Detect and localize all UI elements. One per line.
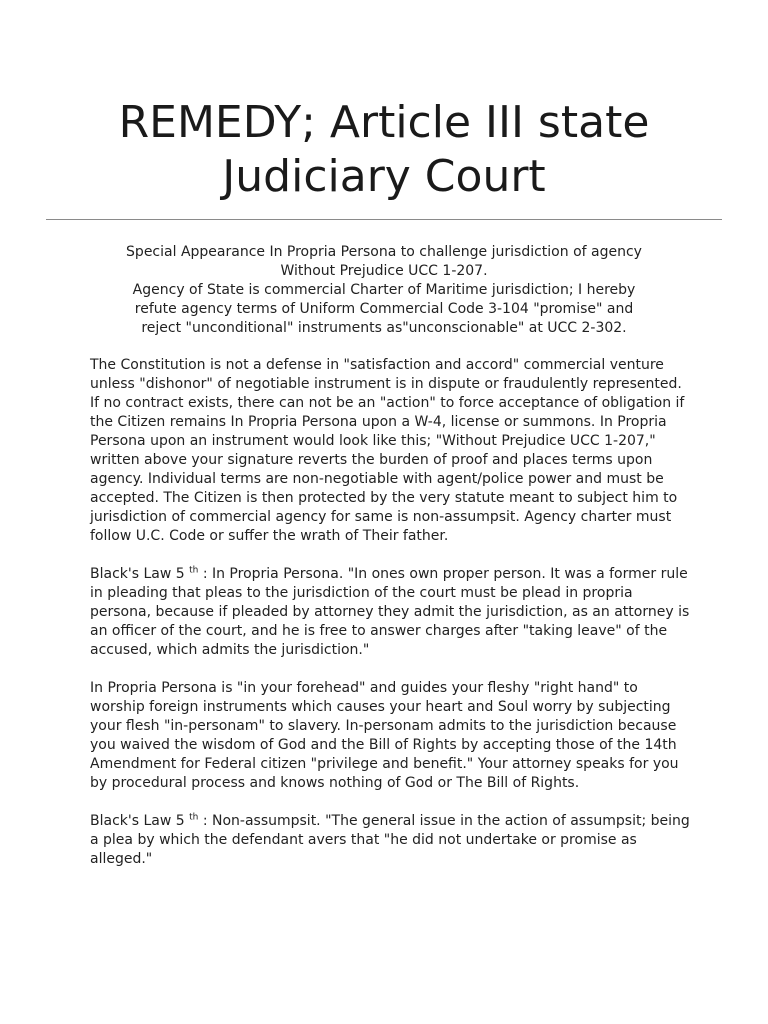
paragraph-constitution: The Constitution is not a defense in "satisfaction and accord" commercial venture unless "dishonor" of negotiable instrument is in dispute or fraudulently represented. If no contract exists, there can not be an "action" to force acceptance of obligation if the Citizen remains In Propria Persona upon a W-4, license or summons. In Propria Persona upon an instrument would look like this; "Without Prejudice UCC 1-207," written above your signature reverts the burden of proof and places terms upon agency. Individual terms are non-negotiable with agent/police power and must be accepted. The Citizen is then protected by the very statute meant to subject him to jurisdiction of commercial agency for same is non-assumpsit. Agency charter must follow U.C. Code or suffer the wrath of Their father.: [90, 357, 685, 544]
title-line-2: Judiciary Court: [222, 151, 546, 202]
citation-superscript: th: [189, 812, 199, 823]
page-title: [40, 96, 728, 204]
intro-line-4: refute agency terms of Uniform Commercial Code 3-104 "promise" and: [134, 301, 634, 317]
citation-label: Black's Law 5: [90, 813, 185, 829]
paragraph-blacks-law-propria-persona: [90, 565, 690, 660]
paragraph-in-propria-persona: In Propria Persona is "in your forehead" and guides your fleshy "right hand" to worship foreign instruments which causes your heart and Soul worry by subjecting your flesh "in-personam" to slavery. In-personam admits to the jurisdiction because you waived the wisdom of God and the Bill of Rights by accepting those of the 14th Amendment for Federal citizen "privilege and benefit." Your attorney speaks for you by procedural process and knows nothing of God or The Bill of Rights.: [90, 680, 679, 791]
intro-line-2: Without Prejudice UCC 1-207.: [280, 263, 488, 279]
citation-text: : In Propria Persona. "In ones own proper person. It was a former rule in pleading that pleas to the jurisdiction of the court must be plead in propria persona, because if pleaded by attorney they admit the jurisdiction, as an attorney is an officer of the court, and he is free to answer charges after "taking leave" of the accused, which admits the jurisdiction.": [90, 566, 690, 658]
citation-superscript: th: [189, 565, 199, 576]
intro-line-5: reject "unconditional" instruments as"unconscionable" at UCC 2-302.: [141, 320, 627, 336]
intro-line-3: Agency of State is commercial Charter of Maritime jurisdiction; I hereby: [132, 282, 636, 298]
body-text: [90, 356, 690, 869]
title-line-1: REMEDY; Article III state: [118, 97, 650, 148]
citation-label: Black's Law 5: [90, 566, 185, 582]
paragraph-blacks-law-non-assumpsit: [90, 812, 690, 869]
title-divider: [46, 219, 722, 220]
intro-block: [90, 243, 678, 338]
citation-text: : Non-assumpsit. "The general issue in the action of assumpsit; being a plea by which the defendant avers that "he did not undertake or promise as alleged.": [90, 813, 690, 867]
intro-line-1: Special Appearance In Propria Persona to challenge jurisdiction of agency: [126, 244, 642, 260]
